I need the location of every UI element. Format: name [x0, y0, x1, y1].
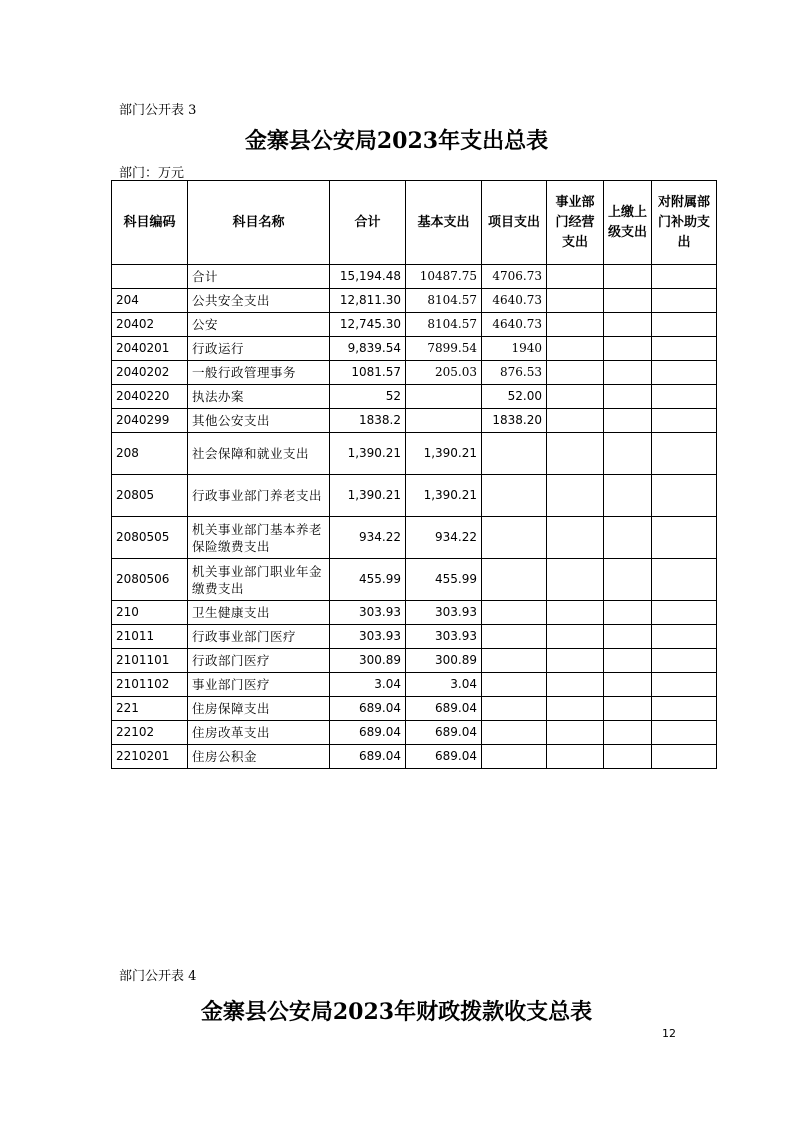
- basic-expenditure-cell: 303.93: [406, 625, 482, 649]
- table-row: [112, 697, 717, 721]
- subject-code-cell: 2101101: [112, 649, 188, 673]
- total-cell: 12,811.30: [330, 289, 406, 313]
- table-label: 部门公开表 3: [119, 103, 197, 118]
- subject-name-cell: 合计: [188, 265, 330, 289]
- basic-expenditure-cell: 10487.75: [406, 265, 482, 289]
- page-title: 金寨县公安局2023年支出总表: [244, 128, 549, 154]
- subject-name-cell: 行政运行: [188, 337, 330, 361]
- subject-code-cell: 221: [112, 697, 188, 721]
- business-operating-cell: [547, 337, 604, 361]
- basic-expenditure-cell: 455.99: [406, 559, 482, 601]
- subject-code-cell: 2040299: [112, 409, 188, 433]
- remit-superior-cell: [604, 433, 652, 475]
- table-row: [112, 721, 717, 745]
- remit-superior-cell: [604, 673, 652, 697]
- business-operating-cell: [547, 649, 604, 673]
- subsidy-affiliate-cell: [652, 409, 717, 433]
- project-expenditure-cell: [482, 697, 547, 721]
- remit-superior-cell: [604, 601, 652, 625]
- project-expenditure-cell: 4640.73: [482, 289, 547, 313]
- basic-expenditure-cell: 303.93: [406, 601, 482, 625]
- page-number: 12: [662, 1027, 676, 1040]
- subsidy-affiliate-cell: [652, 265, 717, 289]
- table-row: [112, 385, 717, 409]
- subject-code-cell: 21011: [112, 625, 188, 649]
- table-label-next: 部门公开表 4: [119, 969, 197, 984]
- column-header: 对附属部门补助支出: [652, 181, 717, 265]
- subject-code-cell: 2080505: [112, 517, 188, 559]
- total-cell: 15,194.48: [330, 265, 406, 289]
- unit-label: 部门：万元: [119, 166, 185, 181]
- project-expenditure-cell: [482, 601, 547, 625]
- remit-superior-cell: [604, 559, 652, 601]
- project-expenditure-cell: 4706.73: [482, 265, 547, 289]
- subsidy-affiliate-cell: [652, 313, 717, 337]
- basic-expenditure-cell: 689.04: [406, 745, 482, 769]
- basic-expenditure-cell: [406, 385, 482, 409]
- subject-name-cell: 执法办案: [188, 385, 330, 409]
- remit-superior-cell: [604, 385, 652, 409]
- basic-expenditure-cell: 8104.57: [406, 289, 482, 313]
- business-operating-cell: [547, 673, 604, 697]
- basic-expenditure-cell: 3.04: [406, 673, 482, 697]
- subsidy-affiliate-cell: [652, 385, 717, 409]
- subject-name-cell: 住房改革支出: [188, 721, 330, 745]
- subsidy-affiliate-cell: [652, 337, 717, 361]
- subject-code-cell: 20402: [112, 313, 188, 337]
- subsidy-affiliate-cell: [652, 289, 717, 313]
- remit-superior-cell: [604, 517, 652, 559]
- column-header: 上缴上级支出: [604, 181, 652, 265]
- subject-code-cell: 2040201: [112, 337, 188, 361]
- table-row: [112, 673, 717, 697]
- total-cell: 3.04: [330, 673, 406, 697]
- remit-superior-cell: [604, 313, 652, 337]
- subject-name-cell: 其他公安支出: [188, 409, 330, 433]
- total-cell: 689.04: [330, 697, 406, 721]
- project-expenditure-cell: [482, 559, 547, 601]
- business-operating-cell: [547, 385, 604, 409]
- total-cell: 303.93: [330, 625, 406, 649]
- total-cell: 300.89: [330, 649, 406, 673]
- subject-name-cell: 卫生健康支出: [188, 601, 330, 625]
- business-operating-cell: [547, 433, 604, 475]
- table-row: [112, 475, 717, 517]
- basic-expenditure-cell: 689.04: [406, 697, 482, 721]
- business-operating-cell: [547, 697, 604, 721]
- business-operating-cell: [547, 265, 604, 289]
- next-table-title: 金寨县公安局2023年财政拨款收支总表: [200, 999, 593, 1025]
- remit-superior-cell: [604, 409, 652, 433]
- subject-code-cell: 204: [112, 289, 188, 313]
- remit-superior-cell: [604, 625, 652, 649]
- expenditure-table: [111, 180, 717, 769]
- subsidy-affiliate-cell: [652, 361, 717, 385]
- table-header-row: [112, 181, 717, 265]
- subject-code-cell: 20805: [112, 475, 188, 517]
- business-operating-cell: [547, 361, 604, 385]
- table-row: [112, 313, 717, 337]
- business-operating-cell: [547, 601, 604, 625]
- business-operating-cell: [547, 559, 604, 601]
- subject-name-cell: 行政事业部门医疗: [188, 625, 330, 649]
- total-cell: 689.04: [330, 721, 406, 745]
- column-header: 基本支出: [406, 181, 482, 265]
- subsidy-affiliate-cell: [652, 649, 717, 673]
- table-row: [112, 745, 717, 769]
- remit-superior-cell: [604, 721, 652, 745]
- subsidy-affiliate-cell: [652, 517, 717, 559]
- project-expenditure-cell: 1940: [482, 337, 547, 361]
- total-cell: 9,839.54: [330, 337, 406, 361]
- subject-code-cell: 22102: [112, 721, 188, 745]
- project-expenditure-cell: [482, 433, 547, 475]
- total-cell: 689.04: [330, 745, 406, 769]
- project-expenditure-cell: 1838.20: [482, 409, 547, 433]
- table-row: [112, 601, 717, 625]
- remit-superior-cell: [604, 265, 652, 289]
- subject-name-cell: 公共安全支出: [188, 289, 330, 313]
- remit-superior-cell: [604, 475, 652, 517]
- remit-superior-cell: [604, 289, 652, 313]
- remit-superior-cell: [604, 697, 652, 721]
- total-cell: 52: [330, 385, 406, 409]
- subject-code-cell: 2080506: [112, 559, 188, 601]
- project-expenditure-cell: [482, 721, 547, 745]
- subsidy-affiliate-cell: [652, 559, 717, 601]
- basic-expenditure-cell: 300.89: [406, 649, 482, 673]
- subject-name-cell: 公安: [188, 313, 330, 337]
- table-row: [112, 559, 717, 601]
- column-header: 项目支出: [482, 181, 547, 265]
- subject-code-cell: 2101102: [112, 673, 188, 697]
- business-operating-cell: [547, 721, 604, 745]
- subject-name-cell: 住房公积金: [188, 745, 330, 769]
- table-row: [112, 361, 717, 385]
- column-header: 事业部门经营支出: [547, 181, 604, 265]
- project-expenditure-cell: [482, 475, 547, 517]
- project-expenditure-cell: [482, 673, 547, 697]
- project-expenditure-cell: [482, 625, 547, 649]
- project-expenditure-cell: 52.00: [482, 385, 547, 409]
- table-row: [112, 337, 717, 361]
- basic-expenditure-cell: 1,390.21: [406, 475, 482, 517]
- table-row: [112, 265, 717, 289]
- business-operating-cell: [547, 745, 604, 769]
- table-row: [112, 289, 717, 313]
- subsidy-affiliate-cell: [652, 745, 717, 769]
- total-cell: 303.93: [330, 601, 406, 625]
- basic-expenditure-cell: 8104.57: [406, 313, 482, 337]
- business-operating-cell: [547, 625, 604, 649]
- business-operating-cell: [547, 517, 604, 559]
- subject-name-cell: 行政事业部门养老支出: [188, 475, 330, 517]
- project-expenditure-cell: 4640.73: [482, 313, 547, 337]
- remit-superior-cell: [604, 337, 652, 361]
- basic-expenditure-cell: 7899.54: [406, 337, 482, 361]
- basic-expenditure-cell: [406, 409, 482, 433]
- business-operating-cell: [547, 409, 604, 433]
- total-cell: 1081.57: [330, 361, 406, 385]
- project-expenditure-cell: 876.53: [482, 361, 547, 385]
- basic-expenditure-cell: 689.04: [406, 721, 482, 745]
- subject-code-cell: 2040220: [112, 385, 188, 409]
- total-cell: 12,745.30: [330, 313, 406, 337]
- basic-expenditure-cell: 205.03: [406, 361, 482, 385]
- total-cell: 1,390.21: [330, 433, 406, 475]
- subject-name-cell: 行政部门医疗: [188, 649, 330, 673]
- subject-name-cell: 住房保障支出: [188, 697, 330, 721]
- subject-name-cell: 机关事业部门职业年金缴费支出: [188, 559, 330, 601]
- subsidy-affiliate-cell: [652, 475, 717, 517]
- total-cell: 1,390.21: [330, 475, 406, 517]
- project-expenditure-cell: [482, 649, 547, 673]
- subsidy-affiliate-cell: [652, 697, 717, 721]
- subject-code-cell: 208: [112, 433, 188, 475]
- business-operating-cell: [547, 475, 604, 517]
- subject-code-cell: 2210201: [112, 745, 188, 769]
- total-cell: 455.99: [330, 559, 406, 601]
- project-expenditure-cell: [482, 745, 547, 769]
- basic-expenditure-cell: 1,390.21: [406, 433, 482, 475]
- remit-superior-cell: [604, 649, 652, 673]
- basic-expenditure-cell: 934.22: [406, 517, 482, 559]
- subsidy-affiliate-cell: [652, 433, 717, 475]
- subject-code-cell: 2040202: [112, 361, 188, 385]
- column-header: 科目名称: [188, 181, 330, 265]
- total-cell: 1838.2: [330, 409, 406, 433]
- business-operating-cell: [547, 313, 604, 337]
- project-expenditure-cell: [482, 517, 547, 559]
- subsidy-affiliate-cell: [652, 673, 717, 697]
- subject-name-cell: 一般行政管理事务: [188, 361, 330, 385]
- subject-name-cell: 社会保障和就业支出: [188, 433, 330, 475]
- subject-name-cell: 事业部门医疗: [188, 673, 330, 697]
- remit-superior-cell: [604, 361, 652, 385]
- column-header: 科目编码: [112, 181, 188, 265]
- table-row: [112, 649, 717, 673]
- table-row: [112, 433, 717, 475]
- table-row: [112, 409, 717, 433]
- table-row: [112, 625, 717, 649]
- subsidy-affiliate-cell: [652, 625, 717, 649]
- subject-code-cell: 210: [112, 601, 188, 625]
- total-cell: 934.22: [330, 517, 406, 559]
- subject-code-cell: [112, 265, 188, 289]
- table-row: [112, 517, 717, 559]
- remit-superior-cell: [604, 745, 652, 769]
- column-header: 合计: [330, 181, 406, 265]
- business-operating-cell: [547, 289, 604, 313]
- subsidy-affiliate-cell: [652, 601, 717, 625]
- subsidy-affiliate-cell: [652, 721, 717, 745]
- subject-name-cell: 机关事业部门基本养老保险缴费支出: [188, 517, 330, 559]
